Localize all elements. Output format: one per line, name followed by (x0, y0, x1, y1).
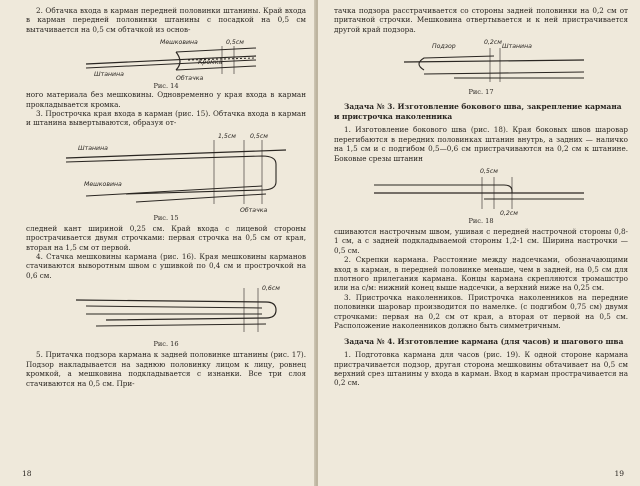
label-dim: 0,6см (262, 285, 280, 293)
label-shtanina: Штанина (78, 144, 108, 152)
paragraph: ного материала без мешковины. Одновременно у края входа в карман прокладывается кромка. (26, 90, 306, 109)
paragraph: 5. Притачка подзора кармана к задней половинке штанины (рис. 17). Подзор накладывается на заднюю половинку лицом к лицу, ровнец кромкой, а мешковина подкладывается с изнанки. Все три слоя стачиваются на 0,5 см. При- (26, 350, 306, 388)
page-number: 19 (614, 469, 624, 478)
task-heading: Задача № 3. Изготовление бокового шва, закрепление кармана и пристрочка наколенника (334, 102, 622, 121)
label-dim2: 0,2см (500, 210, 518, 218)
label-obtachka: Обтачка (240, 206, 268, 214)
label-podzor: Подзор (432, 43, 456, 51)
figure-16-drawing (26, 280, 306, 340)
paragraph: 4. Стачка мешковины кармана (рис. 16). Края мешковины карманов стачиваются выворотным швом с ушивкой по 0,4 см и прострочкой на 0,6 см. (26, 252, 306, 280)
label-obtachka: Обтачка (176, 75, 204, 83)
figure-18-drawing (334, 163, 628, 217)
figure-caption: Рис. 16 (153, 340, 179, 349)
figure-caption: Рис. 17 (468, 88, 494, 97)
paragraph: 2. Обтачка входа в карман передней половинки штанины. Край входа в карман передней половинки штанины с посадкой на 0,5 см вытачивается на 0,5 см обтачкой из основ- (26, 6, 306, 34)
figure-15-drawing (26, 128, 306, 214)
paragraph: следней кант шириной 0,25 см. Край входа с лицевой стороны прострачивается двумя строчками: первая строчка на 0,5 см от края, вторая на 1,5 см от первой. (26, 223, 306, 252)
right-page (318, 0, 640, 486)
label-dim2: 0,5см (250, 132, 268, 140)
figure-14 (26, 34, 306, 90)
label-meshkovina: Мешковина (160, 39, 198, 47)
paragraph: 3. Прострочка края входа в карман (рис. 15). Обтачка входа в карман и штанина вывертываются, образуя от- (26, 109, 306, 128)
label-kromka: Кромка (198, 59, 223, 67)
figure-17-drawing (334, 34, 628, 88)
paragraph: 3. Пристрочка наколенников. Пристрочка наколенников на передние половинки шаровар производится по намелке. (с подгибом 0,75 см) двумя строчками: первая на 0,2 см от края, а вторая от первой на 0,5 см. Расположение наколенников должно быть симметричным. (334, 292, 628, 331)
label-dim1: 0,5см (480, 168, 498, 176)
label-dim: 0,2см (484, 39, 502, 47)
paragraph: 1. Подготовка кармана для часов (рис. 19). К одной стороне кармана пристрачивается подзор, другая сторона мешковины обтачивает на 0,5 см верхний срез штанины у входа в карман. Вход в карман прострачивается на 0,2 см. (334, 350, 628, 388)
left-page (0, 0, 316, 486)
figure-15 (26, 128, 306, 224)
paragraph: 2. Скрепки кармана. Расстояние между надсечками, обозначающими вход в карман, в передней половинке меньше, чем в задней, на 0,5 см для плотного прилегания кармана. Концы кармана скрепляются тромашстро или на с/м: нижний конец выше надсечки, а верхний ниже на 0,25 см. (334, 255, 628, 293)
page-number: 18 (22, 469, 32, 478)
paragraph: 1. Изготовление бокового шва (рис. 18). Края боковых швов шаровар перегибаются в передних половинках штанин внутрь, а задних — наличко на 1,5 см и с подгибом 0,5—0,6 см пристрачиваются на 0,2 см к штанине. Боковые срезы штанин (334, 125, 628, 163)
label-shtanina: Штанина (94, 71, 124, 79)
paragraph: тачка подзора расстрачивается со стороны задней половинки на 0,2 см от притачной строчки. Мешковина отвертывается и к ней пристрачивается другой край подзора. (334, 6, 628, 34)
task-heading: Задача № 4. Изготовление кармана (для часов) и шагового шва (344, 336, 624, 346)
paragraph: сшиваются настрочным швом, ушивая с передней настрочной стороны 0,8-1 см, а с задней подкладываемой стороны 1,2-1 см. Ширина настрочки — 0,5 см. (334, 227, 628, 255)
figure-16 (26, 280, 306, 350)
figure-caption: Рис. 14 (153, 82, 179, 91)
label-meshkovina: Мешковина (84, 180, 122, 188)
label-shtanina: Штанина (502, 43, 532, 51)
label-dim: 0,5см (226, 39, 244, 47)
figure-18 (334, 163, 628, 227)
label-dim1: 1,5см (218, 132, 236, 140)
figure-17 (334, 34, 628, 98)
figure-caption: Рис. 18 (468, 217, 494, 226)
figure-caption: Рис. 15 (153, 213, 179, 222)
figure-14-drawing (26, 34, 306, 82)
